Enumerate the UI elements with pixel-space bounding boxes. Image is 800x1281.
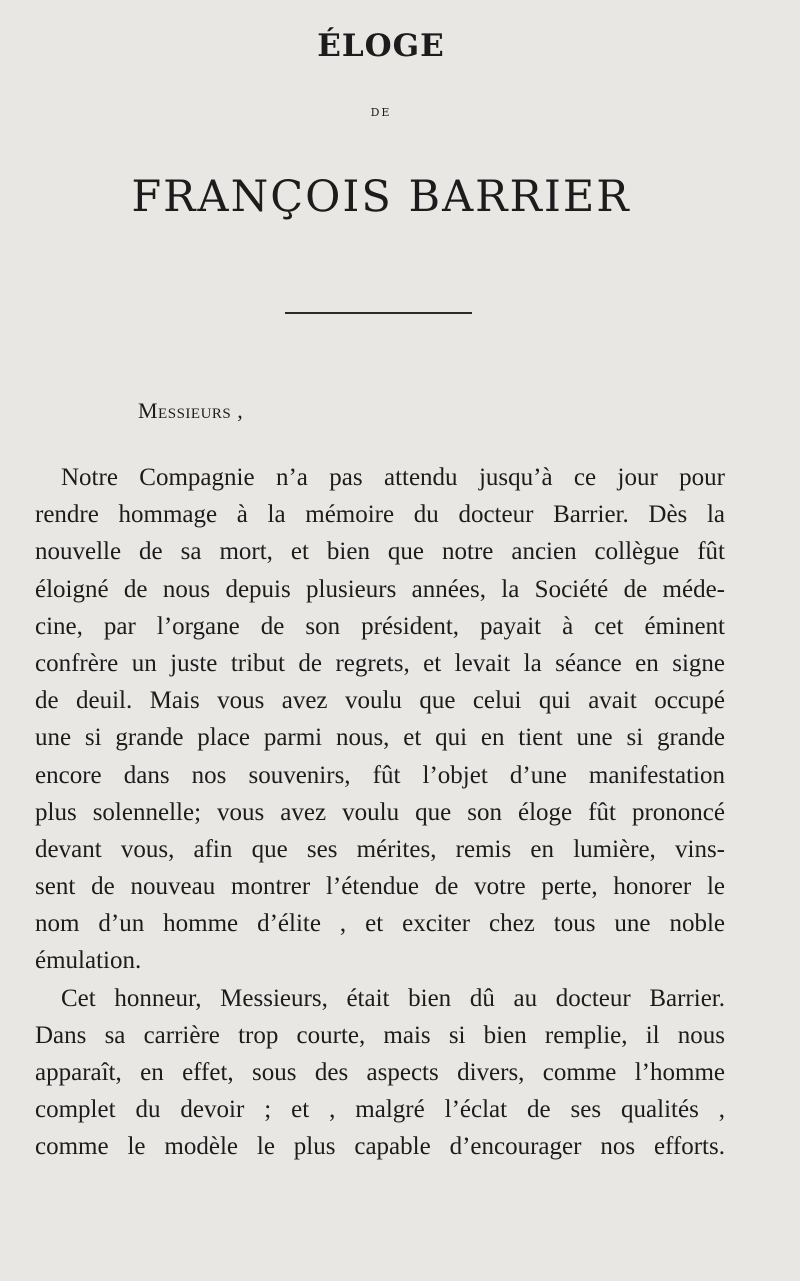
text-line: Notre Compagnie n’a pas attendu jusqu’à ce jour pour	[61, 464, 725, 491]
text-line: sent de nouveau montrer l’étendue de votre perte, honorer le	[35, 873, 725, 901]
text-line: plus solennelle; vous avez voulu que son éloge fût prononcé	[35, 798, 725, 826]
title-name: FRANÇOIS BARRIER	[131, 172, 631, 222]
text-line: rendre hommage à la mémoire du docteur Barrier. Dès la	[35, 501, 725, 529]
text-line: confrère un juste tribut de regrets, et levait la séance en signe	[35, 649, 725, 677]
text-line: nom d’un homme d’élite , et exciter chez tous une noble	[35, 910, 725, 938]
text-line: complet du devoir ; et , malgré l’éclat de ses qualités ,	[35, 1096, 725, 1124]
title-rule	[285, 312, 472, 314]
body-text	[35, 459, 725, 1166]
text-line: encore dans nos souvenirs, fût l’objet d’une manifestation	[35, 761, 725, 789]
text-line: Cet honneur, Messieurs, était bien dû au docteur Barrier.	[61, 984, 725, 1012]
text-line: devant vous, afin que ses mérites, remis en lumière, vins-	[35, 835, 725, 863]
title-eloge: ÉLOGE	[317, 28, 445, 64]
text-line: émulation.	[35, 947, 142, 975]
text-line: éloigné de nous depuis plusieurs années, la Société de méde-	[35, 575, 725, 603]
text-line: de deuil. Mais vous avez voulu que celui qui avait occupé	[35, 687, 725, 715]
salutation: Messieurs ,	[138, 398, 244, 423]
text-line: une si grande place parmi nous, et qui en tient une si grande	[35, 724, 725, 752]
text-line: comme le modèle le plus capable d’encourager nos efforts.	[35, 1133, 725, 1161]
title-de: DE	[370, 106, 392, 119]
paragraph-2	[35, 980, 725, 1166]
text-line: apparaît, en effet, sous des aspects divers, comme l’homme	[35, 1059, 725, 1086]
text-line: nouvelle de sa mort, et bien que notre ancien collègue fût	[35, 538, 725, 566]
text-line: cine, par l’organe de son président, payait à cet éminent	[35, 612, 725, 640]
paragraph-1	[35, 459, 725, 980]
text-line: Dans sa carrière trop courte, mais si bien remplie, il nous	[35, 1021, 725, 1049]
